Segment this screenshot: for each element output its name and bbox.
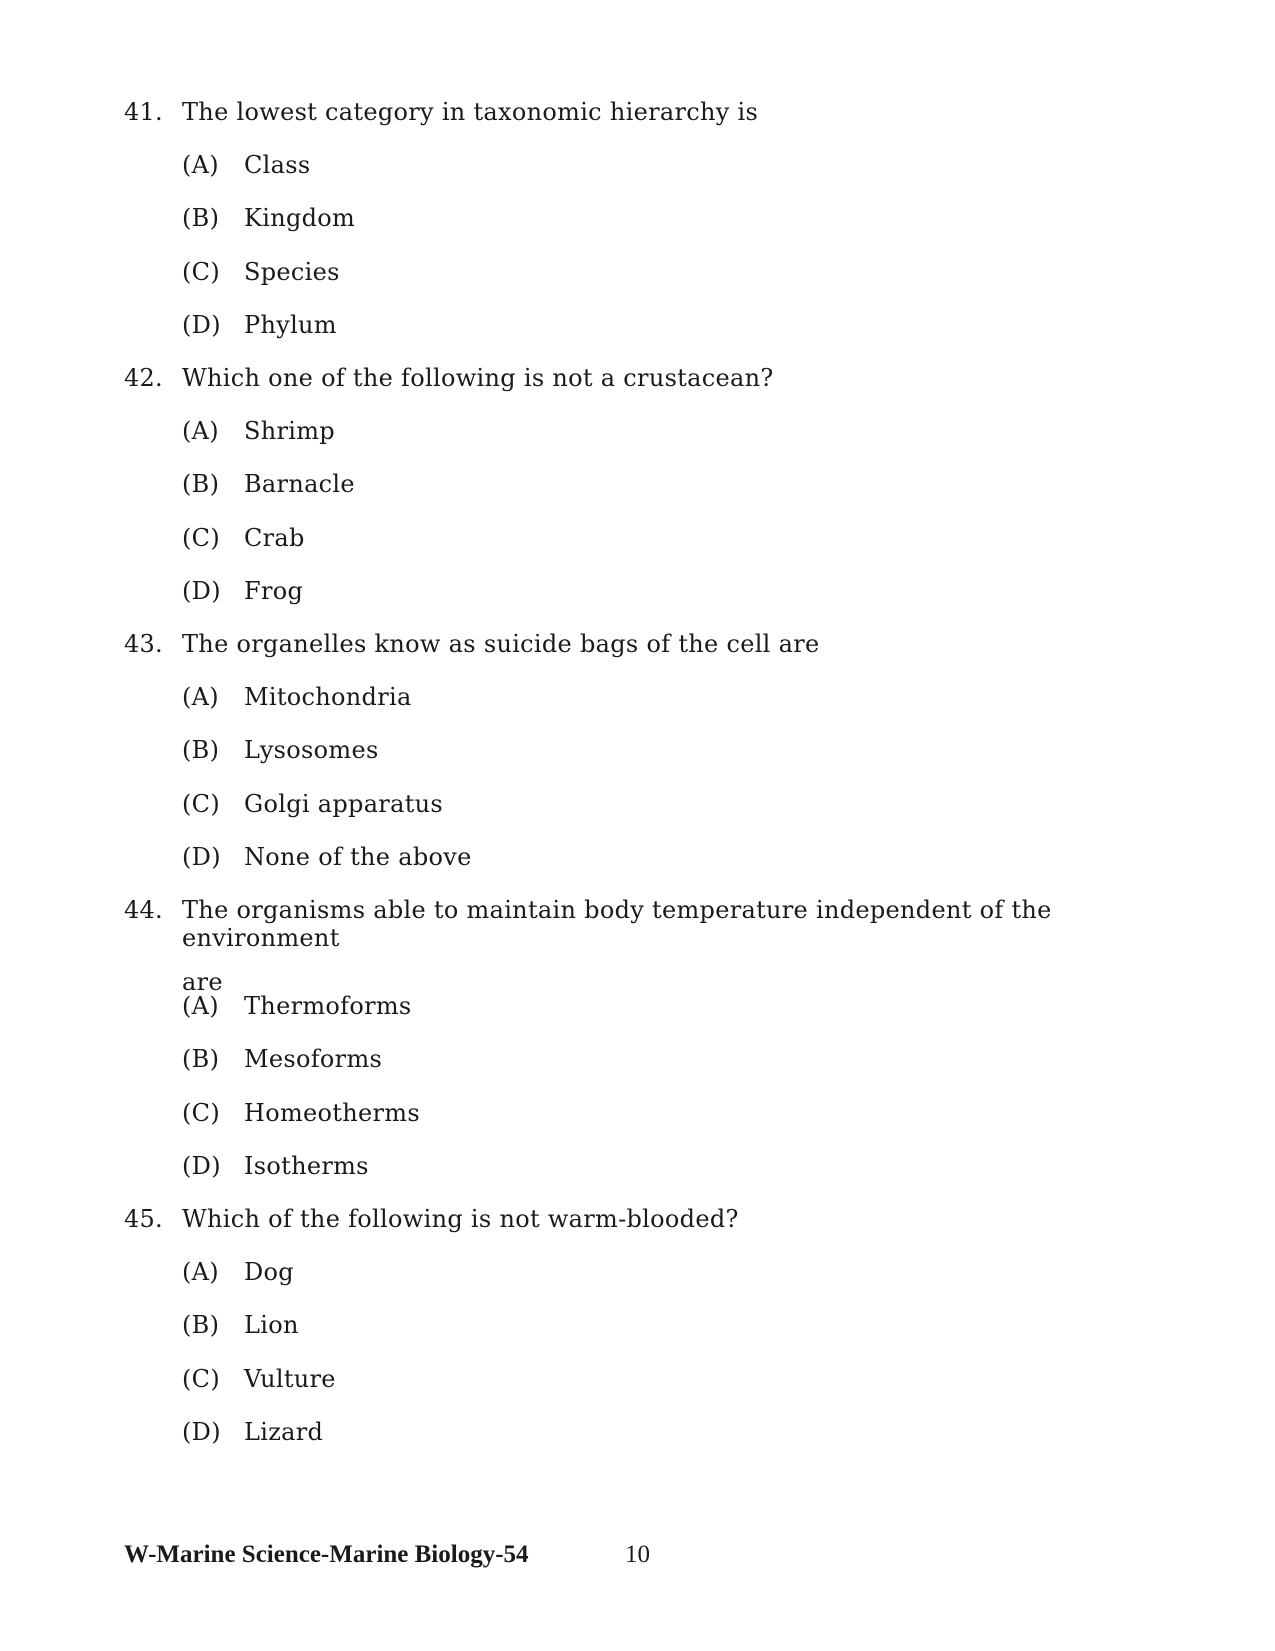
option-label: (D) [182,577,221,605]
option-label: (B) [182,1045,220,1073]
option-text: Mitochondria [244,683,412,711]
option-text: Homeotherms [244,1099,420,1127]
question-number: 43. [124,630,163,658]
question-number: 44. [124,896,163,924]
question-text [182,896,1182,996]
option-text: None of the above [244,843,472,871]
option-label: (A) [182,683,219,711]
option-text: Thermoforms [244,992,412,1020]
option-c [182,258,340,286]
option-a [182,1258,294,1286]
option-text: Lion [244,1311,299,1339]
option-label: (D) [182,311,221,339]
option-text: Class [244,151,311,179]
option-c [182,1099,420,1127]
option-label: (B) [182,736,220,764]
option-b [182,470,355,498]
option-text: Vulture [244,1365,336,1393]
option-text: Lizard [244,1418,324,1446]
option-text: Mesoforms [244,1045,383,1073]
question-number: 45. [124,1205,163,1233]
option-text: Kingdom [244,204,356,232]
option-text: Phylum [244,311,337,339]
option-text: Lysosomes [244,736,379,764]
option-label: (C) [182,1099,220,1127]
option-label: (D) [182,1418,221,1446]
option-label: (A) [182,992,219,1020]
question-text: The organelles know as suicide bags of the cell are [182,630,820,658]
option-label: (B) [182,470,220,498]
option-text: Species [244,258,340,286]
option-label: (B) [182,1311,220,1339]
option-a [182,151,310,179]
option-b [182,204,355,232]
option-c [182,1365,336,1393]
option-text: Dog [244,1258,294,1286]
option-a [182,683,412,711]
option-text: Crab [244,524,305,552]
question-text: Which of the following is not warm-blooded? [182,1205,739,1233]
option-label: (C) [182,1365,220,1393]
question-number: 42. [124,364,163,392]
option-label: (A) [182,1258,219,1286]
option-b [182,1311,299,1339]
option-d [182,843,472,871]
option-a [182,417,335,445]
option-label: (D) [182,843,221,871]
option-d [182,311,337,339]
question-number: 41. [124,98,163,126]
question-text: The lowest category in taxonomic hierarchy is [182,98,759,126]
question-text-line2: are [182,968,223,996]
option-a [182,992,412,1020]
page-number: 10 [625,1541,650,1568]
option-text: Golgi apparatus [244,790,444,818]
option-d [182,577,303,605]
option-text: Frog [244,577,304,605]
option-text: Shrimp [244,417,335,445]
option-label: (C) [182,258,220,286]
option-c [182,524,305,552]
option-label: (B) [182,204,220,232]
option-c [182,790,443,818]
option-label: (A) [182,417,219,445]
option-label: (A) [182,151,219,179]
option-b [182,736,379,764]
option-d [182,1418,323,1446]
option-b [182,1045,382,1073]
question-text: Which one of the following is not a crustacean? [182,364,774,392]
option-label: (C) [182,524,220,552]
footer-title: W-Marine Science-Marine Biology-54 [124,1541,529,1568]
option-label: (C) [182,790,220,818]
option-text: Isotherms [244,1152,369,1180]
option-d [182,1152,369,1180]
option-text: Barnacle [244,470,355,498]
question-text-line1: The organisms able to maintain body temperature independent of the environment [182,896,1052,952]
option-label: (D) [182,1152,221,1180]
